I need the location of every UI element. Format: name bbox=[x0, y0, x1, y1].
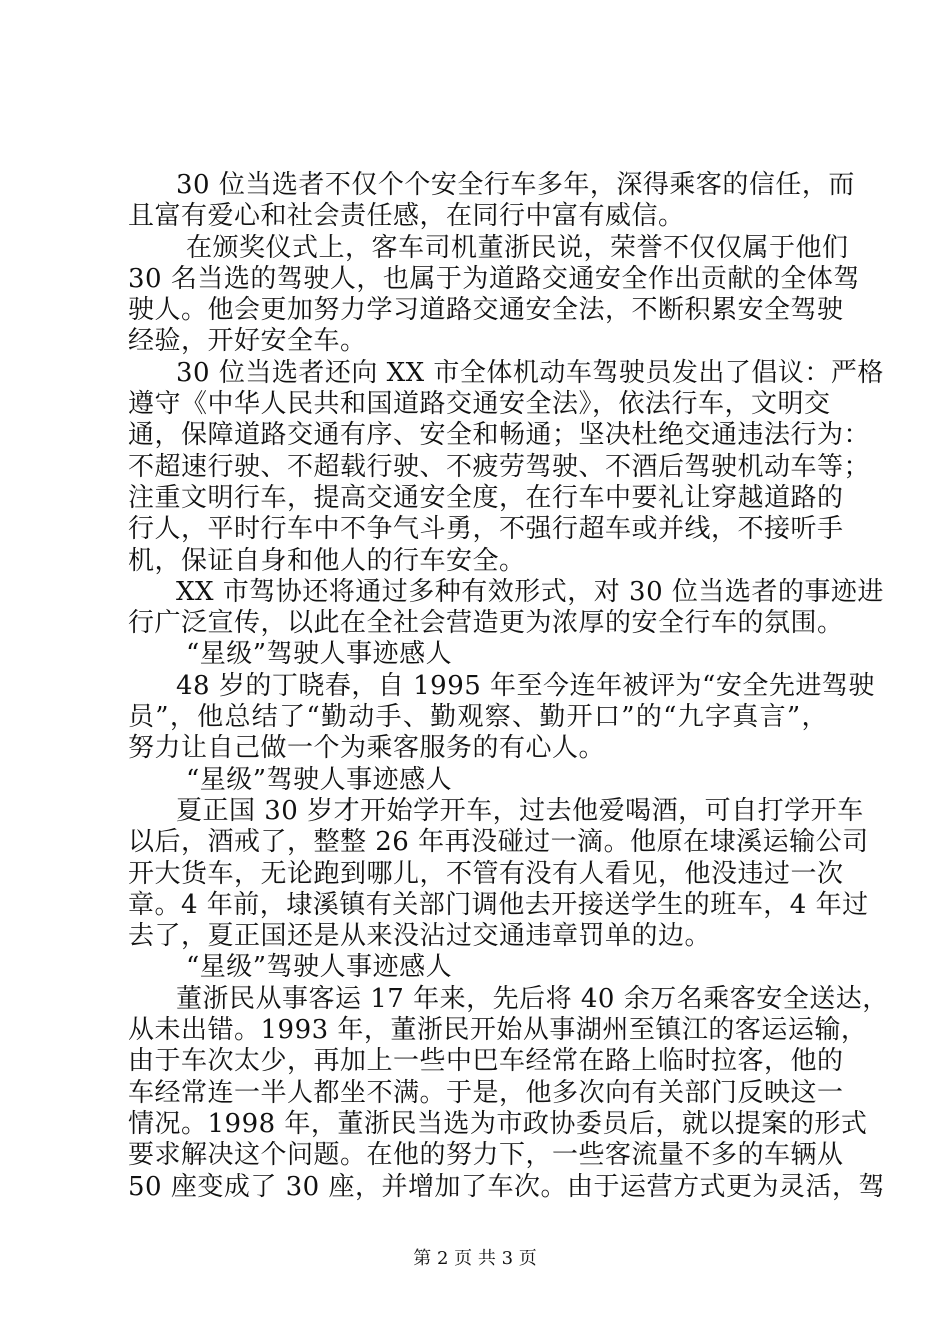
text-line: 机，保证自身和他人的行车安全。 bbox=[128, 545, 526, 576]
text-line: 50 座变成了 30 座，并增加了车次。由于运营方式更为灵活，驾 bbox=[128, 1171, 885, 1202]
text-line: “星级”驾驶人事迹感人 bbox=[186, 639, 453, 670]
text-line: 董浙民从事客运 17 年来，先后将 40 余万名乘客安全送达， bbox=[176, 983, 889, 1014]
text-line: “星级”驾驶人事迹感人 bbox=[186, 764, 453, 795]
text-line: 行人，平时行车中不争气斗勇，不强行超车或并线，不接听手 bbox=[128, 514, 844, 545]
text-line: 不超速行驶、不超载行驶、不疲劳驾驶、不酒后驾驶机动车等； bbox=[128, 451, 871, 482]
text-line: 车经常连一半人都坐不满。于是，他多次向有关部门反映这一 bbox=[128, 1077, 844, 1108]
text-line: 且富有爱心和社会责任感，在同行中富有威信。 bbox=[128, 201, 685, 232]
text-line: 驶人。他会更加努力学习道路交通安全法，不断积累安全驾驶 bbox=[128, 295, 844, 326]
text-line: 通，保障道路交通有序、安全和畅通；坚决杜绝交通违法行为： bbox=[128, 420, 871, 451]
text-line: 30 位当选者不仅个个安全行车多年，深得乘客的信任，而 bbox=[176, 170, 855, 200]
text-line: 30 位当选者还向 XX 市全体机动车驾驶员发出了倡议：严格 bbox=[176, 357, 884, 388]
text-line: 开大货车，无论跑到哪儿，不管有没有人看见，他没违过一次 bbox=[128, 858, 844, 889]
text-line: 48 岁的丁晓春，自 1995 年至今连年被评为“安全先进驾驶 bbox=[176, 670, 875, 701]
text-line: 从未出错。1993 年，董浙民开始从事湖州至镇江的客运运输， bbox=[128, 1015, 868, 1046]
text-line: 要求解决这个问题。在他的努力下，一些客流量不多的车辆从 bbox=[128, 1140, 844, 1171]
document-body bbox=[128, 170, 889, 1203]
text-line: 经验，开好安全车。 bbox=[128, 326, 367, 357]
text-line: 努力让自己做一个为乘客服务的有心人。 bbox=[128, 733, 606, 764]
page-number-label: 第 2 页 共 3 页 bbox=[413, 1248, 537, 1269]
text-line: 夏正国 30 岁才开始学开车，过去他爱喝酒，可自打学开车 bbox=[176, 795, 864, 826]
text-line: “星级”驾驶人事迹感人 bbox=[186, 952, 453, 983]
text-line: XX 市驾协还将通过多种有效形式，对 30 位当选者的事迹进 bbox=[176, 576, 884, 607]
text-line: 情况。1998 年，董浙民当选为市政协委员后，就以提案的形式 bbox=[128, 1108, 868, 1139]
page-footer bbox=[0, 1244, 950, 1270]
text-line: 注重文明行车，提高交通安全度，在行车中要礼让穿越道路的 bbox=[128, 482, 844, 513]
text-line: 去了，夏正国还是从来没沾过交通违章罚单的边。 bbox=[128, 921, 712, 952]
text-line: 章。4 年前，埭溪镇有关部门调他去开接送学生的班车，4 年过 bbox=[128, 889, 869, 920]
text-line: 在颁奖仪式上，客车司机董浙民说，荣誉不仅仅属于他们 bbox=[186, 232, 849, 263]
text-line: 遵守《中华人民共和国道路交通安全法》，依法行车，文明交 bbox=[128, 389, 831, 420]
text-line: 30 名当选的驾驶人，也属于为道路交通安全作出贡献的全体驾 bbox=[128, 263, 860, 294]
text-line: 由于车次太少，再加上一些中巴车经常在路上临时拉客，他的 bbox=[128, 1046, 844, 1077]
text-line: 员”，他总结了“勤动手、勤观察、勤开口”的“九字真言”， bbox=[128, 702, 828, 733]
text-line: 行广泛宣传，以此在全社会营造更为浓厚的安全行车的氛围。 bbox=[128, 608, 844, 639]
text-line: 以后，酒戒了，整整 26 年再没碰过一滴。他原在埭溪运输公司 bbox=[128, 827, 869, 858]
